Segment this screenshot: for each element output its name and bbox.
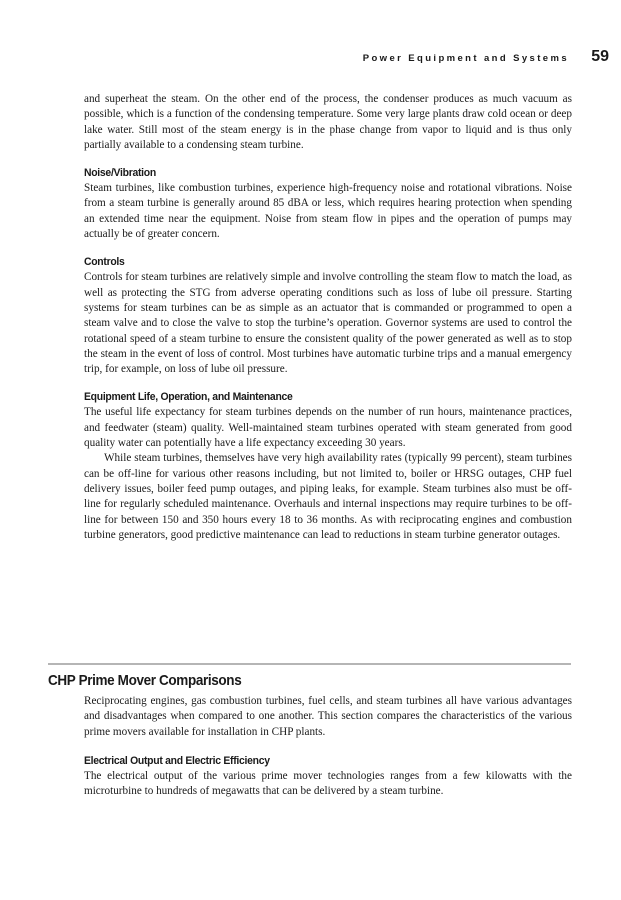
equipment-life-paragraph-2: While steam turbines, themselves have very high availability rates (typically 99 percent), steam turbines can be off-line for various other reasons including, but not limited to, boiler or HRSG outages, CHP fuel delivery issues, boiler feed pump outages, and piping leaks, for example. Steam turbines also must be off-line for regularly scheduled maintenance. Overhauls and internal inspections may require turbines to be off-line for between 150 and 350 hours every 18 to 36 months. As with reciprocating engines and combustion turbine generators, good predictive maintenance can lead to reductions in steam turbine generator outages. <box>84 452 572 541</box>
section-divider <box>48 663 571 665</box>
electrical-output-paragraph: The electrical output of the various prime mover technologies ranges from a few kilowatts with the microturbine to hundreds of megawatts that can be delivered by a steam turbine. <box>84 769 572 798</box>
noise-vibration-paragraph: Steam turbines, like combustion turbines, experience high-frequency noise and rotational vibrations. Noise from a steam turbine is generally around 85 dBA or less, which requires hearing protection when spending an extended time near the equipment. Noise from steam flow in pipes and the operation of pumps may actually be of greater concern. <box>84 182 572 241</box>
main-text-column <box>84 92 572 543</box>
controls-heading: Controls <box>84 256 125 269</box>
controls-paragraph: Controls for steam turbines are relatively simple and involve controlling the steam flow to match the load, as well as protecting the STG from adverse operating conditions such as loss of lube oil pressure. Starting systems for steam turbines can be as simple as an actuator that is commanded or programmed to open a steam valve and to close the valve to stop the turbine’s operation. Governor systems are used to control the rotational speed of a steam turbine to ensure the consistent quality of the power generated as well as to stop the steam in the event of loss of control. Most turbines have automatic turbine trips and a manual emergency trip, for example, on loss of lube oil pressure. <box>84 271 572 376</box>
section-text-column <box>84 694 572 799</box>
electrical-output-heading: Electrical Output and Electric Efficiency <box>84 754 270 767</box>
section-heading: CHP Prime Mover Comparisons <box>48 672 242 689</box>
running-header <box>0 46 621 70</box>
noise-vibration-heading: Noise/Vibration <box>84 167 156 180</box>
intro-paragraph: and superheat the steam. On the other end of the process, the condenser produces as much vacuum as possible, which is a function of the condensing temperature. Some very large plants draw cold ocean or deep lake water. Still most of the steam energy is in the phase change from vapor to liquid and is thus only partially available to a condensing steam turbine. <box>84 93 572 151</box>
running-title: Power Equipment and Systems <box>362 53 569 64</box>
page-number: 59 <box>591 48 609 65</box>
section-intro-paragraph: Reciprocating engines, gas combustion turbines, fuel cells, and steam turbines all have various advantages and disadvantages when compared to one another. This section compares the characteristics of the various prime movers available for installation in CHP plants. <box>84 695 572 738</box>
equipment-life-paragraph-1: The useful life expectancy for steam turbines depends on the number of run hours, maintenance practices, and feedwater (steam) quality. Well-maintained steam turbines operated with steam generated from good quality water can potentially have a life expectancy exceeding 30 years. <box>84 406 572 450</box>
equipment-life-heading: Equipment Life, Operation, and Maintenance <box>84 391 293 404</box>
